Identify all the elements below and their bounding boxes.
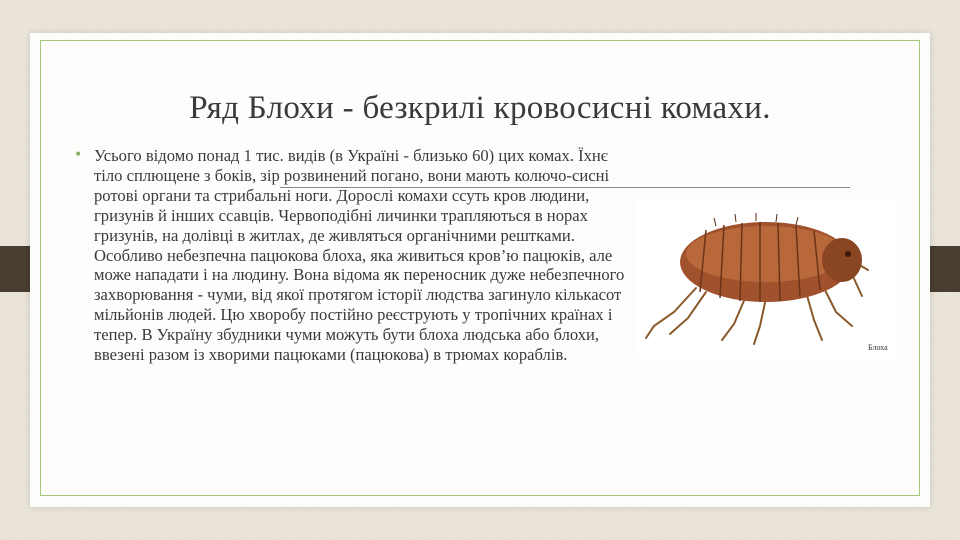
flea-icon — [636, 200, 898, 358]
bullet-marker: • — [74, 147, 83, 163]
body-paragraph: Усього відомо понад 1 тис. видів (в Україні - близько 60) цих комах. Їхнє тіло сплющене з боків, зір розвинений погано, вони мають колючо-сисні ротові органи та стрибальні ноги. Дорослі комахи ссуть кров людини, гризунів й інших ссавців. Червоподібні личинки трапляються в норах гризунів, на долівці в житлах, де живляться органічними рештками. Особливо небезпечна пацюкова блоха, яка живиться кров’ю пацюків, але може нападати і на людину. Вона відома як переносник дуже небезпечного захворювання - чуми, від якої протягом історії людства загинуло кількасот мільйонів людей. Цю хворобу постійно реєструють у тропічних країнах і тепер. В Україну збудники чуми можуть бути блоха людська або блохи, ввезені разом із хворими пацюками (пацюкова) в трюмах кораблів. — [94, 146, 625, 365]
figure-caption: Блоха — [868, 343, 888, 352]
right-side-tab — [926, 246, 960, 292]
left-side-tab — [0, 246, 34, 292]
flea-figure — [636, 200, 898, 358]
slide-title: Ряд Блохи - безкрилі кровосисні комахи. — [189, 90, 771, 126]
